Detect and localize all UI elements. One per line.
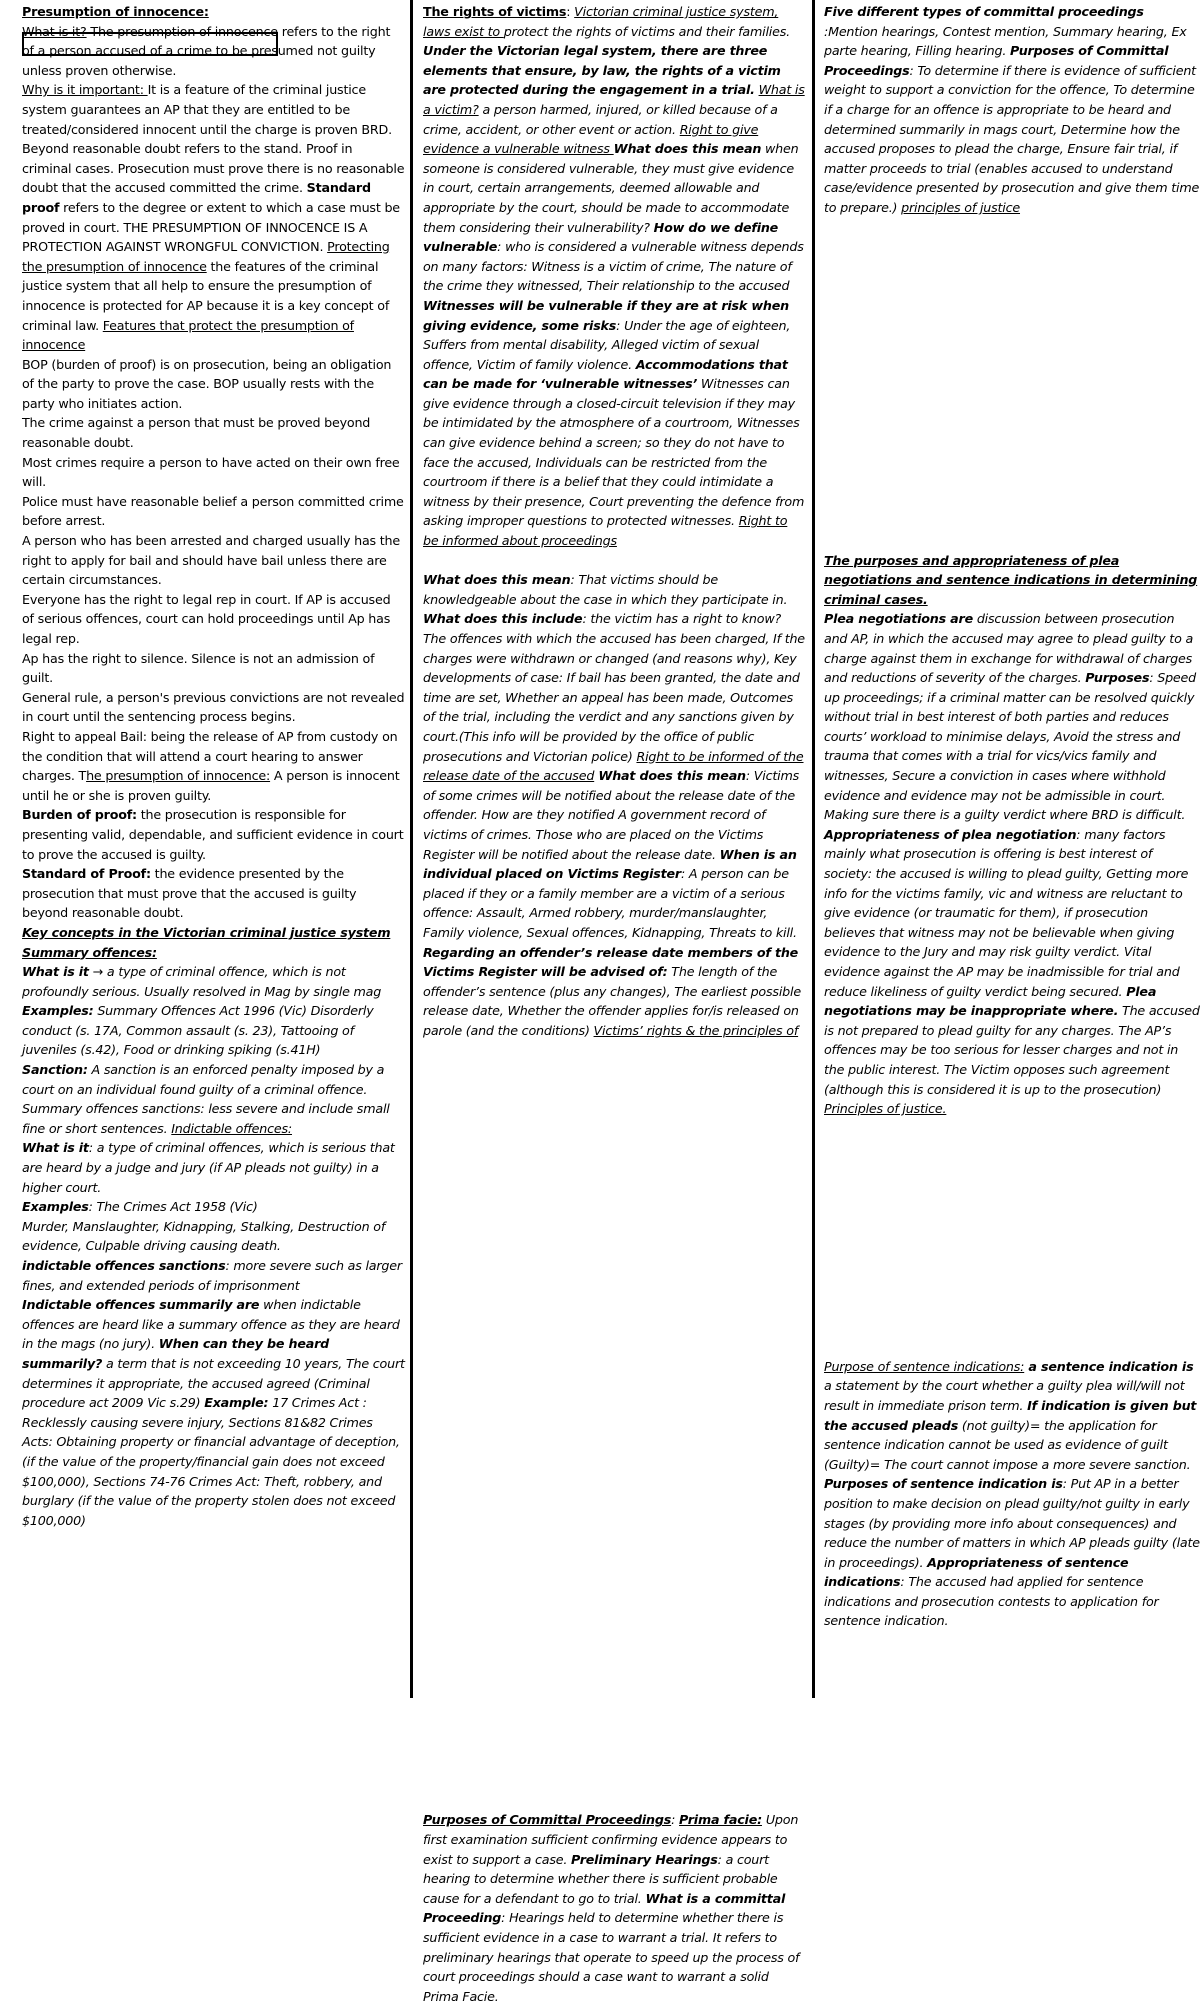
label-plea-negotiations: Plea negotiations are xyxy=(824,611,973,627)
heading-features: Features that protect the presumption of innocence xyxy=(22,317,354,353)
label-purposes-sentence: Purposes of sentence indication is xyxy=(824,1476,1063,1492)
text-witness-risk: : Under the age of eighteen, Suffers from mental disability, Alleged victim of sexual offence, Victim of family violence. xyxy=(423,317,791,372)
colon: : xyxy=(671,1812,680,1828)
text-summary-def: → a type of criminal offence, which is not profoundly serious. Usually resolved in Mag by single mag xyxy=(22,964,382,999)
column-presumption-of-innocence xyxy=(22,2,405,1696)
label-sanction: Sanction: xyxy=(22,1062,88,1078)
label-burden: Burden of proof: xyxy=(22,807,137,823)
text-protecting: the features of the criminal justice system that all help to ensure the presumption of innocence is protected for AP because it is a key concept of criminal law. xyxy=(22,258,390,333)
label-placed-register: When is an individual placed on Victims Register xyxy=(423,846,797,882)
heading-right-vulnerable: Right to give evidence a vulnerable witness xyxy=(423,121,759,157)
label-sop: Standard of Proof: xyxy=(22,866,151,882)
label-what-does-this-mean-3: What does this mean xyxy=(594,768,746,784)
heading-purposes-committal: Purposes of Committal Proceedings xyxy=(423,1812,672,1828)
heading-release-date: Right to be informed of the release date of the accused xyxy=(423,748,804,784)
list-item: Police must have reasonable belief a person committed crime before arrest. xyxy=(22,493,404,529)
label-what-is-it-summary: What is it xyxy=(22,964,89,980)
list-item: General rule, a person's previous convictions are not revealed in court until the sentencing process begins. xyxy=(22,689,405,725)
list-item: A person who has been arrested and charged usually has the right to apply for bail and should have bail unless there are certain circumstances. xyxy=(22,533,401,588)
label-example: Example: xyxy=(204,1395,269,1411)
text-indictable-def: : a type of criminal offences, which is serious that are heard by a judge and jury (if AP pleads not guilty) in a higher court. xyxy=(22,1140,395,1195)
label-witness-risk: Witnesses will be vulnerable if they are at risk when giving evidence, some risks xyxy=(423,297,789,333)
text-plea-negotiations: discussion between prosecution and AP, in which the accused may agree to plead guilty to a charge against them in exchange for withdrawal of charges and reductions of severity of the charges. xyxy=(824,611,1194,686)
label-examples-indictable: Examples xyxy=(22,1199,89,1215)
label-define-vulnerable: How do we define vulnerable xyxy=(423,219,779,255)
column-committal-and-plea xyxy=(824,2,1200,1696)
label-inappropriate: Plea negotiations may be inappropriate where. xyxy=(824,983,1157,1019)
text-preliminary-hearings: : a court hearing to determine whether there is sufficient probable cause for a defendant to go to trial. xyxy=(423,1851,778,1906)
heading-what-is-it: What is it? xyxy=(22,23,87,39)
text-meaning: when someone is considered vulnerable, they must give evidence in court, certain arrangements, deemed allowable and appropriate by the court, should be made to accommodate them considering their vulnerability? xyxy=(423,141,799,235)
text-appropriateness-sentence: : The accused had applied for sentence indications and prosecution contests to application for sentence indication. xyxy=(824,1574,1159,1629)
label-appropriateness-sentence: Appropriateness of sentence indications xyxy=(824,1554,1129,1590)
column-divider-right xyxy=(812,0,815,1698)
text-define-vulnerable: : who is considered a vulnerable witness depends on many factors: Witness is a victim of crime, The nature of the crime they witnessed, Their relationship to the accused xyxy=(423,239,804,294)
text-when-heard: a term that is not exceeding 10 years, The court determines it appropriate, the accused agreed (Criminal procedure act 2009 Vic s.29) xyxy=(22,1355,405,1411)
label-prima-facie: Prima facie: xyxy=(679,1812,762,1828)
text-include: : the victim has a right to know? The offences with which the accused has been charged, If the charges were withdrawn or changed (and reasons why), Key developments of case: If bail has been granted, the date and time are set, Whether an appeal has been made, Outcomes of the trial, including the verdict and any sanctions given by court.(This info will be provided by the office of public prosecutions and Victorian police) xyxy=(423,611,805,764)
text-indictable-summarily: when indictable offences are heard like a summary offence as they are heard in the mags (no jury). xyxy=(22,1297,400,1352)
label-accommodations: Accommodations that can be made for ‘vulnerable witnesses’ xyxy=(423,356,788,392)
column-divider-left xyxy=(410,0,413,1698)
label-indictable-summarily: Indictable offences summarily are xyxy=(22,1297,260,1313)
text-standard-proof: refers to the degree or extent to which a case must be proved in court. THE PRESUMPTION OF INNOCENCE IS A PROTECTION AGAINST WRONGFUL CONVICTION. xyxy=(22,199,400,255)
label-when-heard: When can they be heard summarily? xyxy=(22,1336,330,1371)
label-five-types: Five different types of committal proceedings xyxy=(824,4,1144,19)
text-rights: protect the rights of victims and their families. xyxy=(503,23,790,39)
heading-what-is-victim: What is a victim? xyxy=(423,82,805,117)
text-victim: a person harmed, injured, or killed because of a crime, accident, or other event or action. xyxy=(423,101,778,137)
label-indictable-sanctions: indictable offences sanctions xyxy=(22,1258,226,1273)
label-purposes-committal: Purposes of Committal Proceedings xyxy=(824,43,1169,78)
label-what-does-this-mean: What does this mean xyxy=(613,141,762,157)
list-item: The crime against a person that must be proved beyond reasonable doubt. xyxy=(22,415,371,451)
text-five-types: :Mention hearings, Contest mention, Summary hearing, Ex parte hearing, Filling hearing. xyxy=(824,23,1187,59)
text-three-elements: Under the Victorian legal system, there are three elements that ensure, by law, the rights of a victim are protected during the engagement in a trial. xyxy=(423,43,781,98)
label-standard-proof: Standard proof xyxy=(22,180,371,215)
text-indictable-sanctions: : more severe such as larger fines, and extended periods of imprisonment xyxy=(22,1258,402,1293)
column-rights-of-victims xyxy=(423,2,806,2004)
text-prima-facie: Upon first examination sufficient confirming evidence appears to exist to support a case. xyxy=(423,1812,799,1867)
text-indictable-list: Murder, Manslaughter, Kidnapping, Stalking, Destruction of evidence, Culpable driving causing death. xyxy=(22,1218,386,1254)
text-if-indication: (not guilty)= the application for sentence indication cannot be used as evidence of guilt (Guilty)= The court cannot impose a more severe sanction. xyxy=(824,1417,1191,1472)
heading-plea-negotiations: The purposes and appropriateness of plea negotiations and sentence indications in determining criminal cases. xyxy=(824,552,1198,607)
text-examples-summary: Summary Offences Act 1996 (Vic) Disorderly conduct (s. 17A, Common assault (s. 23), Tattooing of juveniles (s.42), Food or drinking spiking (s.41H) xyxy=(22,1003,374,1058)
colon: : xyxy=(566,4,575,19)
label-purposes: Purposes xyxy=(1085,670,1150,686)
text-appeal: Right to appeal Bail: being the release of AP from custody on the condition that will attend a court hearing to answer charges. T xyxy=(22,728,398,784)
text-example-sections: 17 Crimes Act : Recklessly causing severe injury, Sections 81&82 Crimes Acts: Obtaining property or financial advantage of deception, (if the value of the property/financial gain does not exceed $100,000), Sections 74-76 Crimes Act: Theft, robbery, and burglary (if the value of the property stolen does not exceed $100,000) xyxy=(22,1395,400,1528)
label-committal-proceeding: What is a committal Proceeding xyxy=(423,1890,786,1926)
label-regarding-release: Regarding an offender’s release date members of the Victims Register will be advised of: xyxy=(423,944,799,980)
label-what-does-this-include: What does this include xyxy=(423,611,583,627)
heading-rights-of-victims: The rights of victims xyxy=(423,4,567,19)
text-inappropriate: The accused is not prepared to plead guilty for any charges. The AP’s offences may be too serious for lesser charges and not in the public interest. The Victim opposes such agreement (although this is considered it is up to the prosecution) xyxy=(824,1003,1200,1097)
annotation-box xyxy=(22,32,278,56)
text-appropriateness-plea: : many factors mainly what prosecution is offering is best interest of society: the accused is willing to plead guilty, Getting more info for the victims family, vic and witness are reluctant to give evidence (or traumatic for them), if prosecution believes that witness may not be believable when giving evidence to the Jury and may risk guilty verdict. Vital evidence against the AP may be inadmissible for trial and reduce likeliness of guilty verdict being secured. xyxy=(824,826,1189,999)
label-examples: Examples: xyxy=(22,1003,94,1019)
text-sanction: A sanction is an enforced penalty imposed by a court on an individual found guilty of a criminal offence. Summary offences sanctions: less severe and include small fine or short sentences. xyxy=(22,1062,390,1136)
label-what-is-it-indictable: What is it xyxy=(22,1140,89,1156)
label-what-does-this-mean-2: What does this mean xyxy=(423,572,571,588)
heading-principles-justice: principles of justice xyxy=(901,199,1021,215)
text-purposes: : Speed up proceedings; if a criminal matter can be resolved quickly without trial in best interest of both parties and reduces courts’ workload to minimise delays, Avoid the stress and trauma that comes with a trial for vics/vics family and witnesses, Secure a conviction in cases where withhold evidence and evidence may not be admissible in court. Making sure there is a guilty verdict where BRD is difficult. xyxy=(824,670,1196,823)
label-appropriateness-plea: Appropriateness of plea negotiation xyxy=(824,826,1077,842)
heading-summary-offences: Summary offences: xyxy=(22,944,157,960)
text-burden: the prosecution is responsible for presenting valid, dependable, and sufficient evidence in court to prove the accused is guilty. xyxy=(22,807,404,862)
label-preliminary-hearings: Preliminary Hearings xyxy=(571,1851,718,1867)
text-purposes-sentence: : Put AP in a better position to make decision on plead guilty/not guilty in early stages (by providing more info about consequences) and reduce the number of matters in which AP pleads guilty (late in proceedings). xyxy=(824,1476,1200,1570)
heading-principles-justice-2: Principles of justice. xyxy=(824,1101,947,1117)
heading-key-concepts: Key concepts in the Victorian criminal justice system xyxy=(22,924,391,940)
heading-victims-rights-principles: Victims’ rights & the principles of xyxy=(593,1022,799,1038)
text-what-is-it: The presumption of innocence refers to the right of a person accused of a crime to be presumed not guilty unless proven otherwise. xyxy=(22,23,391,78)
text-placed-register: : A person can be placed if they or a family member are a victim of a serious offence: Assault, Armed robbery, murder/manslaughter, Family violence, Sexual offences, Kidnapping, Threats to kill. xyxy=(423,866,797,940)
text-why-important: It is a feature of the criminal justice system guarantees an AP that they are entitled to be treated/considered innocent until the charge is proven BRD. Beyond reasonable doubt refers to the stand. Proof in criminal cases. Prosecution must prove there is no reasonable doubt that the accused committed the crime. xyxy=(22,82,405,196)
text-meaning-3: : Victims of some crimes will be notified about the release date of the offender. How are they notified A government record of victims of crimes. Those who are placed on the Victims Register will be notified about the release date. xyxy=(423,768,800,862)
heading-presumption: Presumption of innocence: xyxy=(22,4,209,19)
heading-protecting: Protecting the presumption of innocence xyxy=(22,239,390,274)
list-item: BOP (burden of proof) is on prosecution, being an obligation of the party to prove the case. BOP usually rests with the party who initiates action. xyxy=(22,356,392,411)
text-meaning-2: : That victims should be knowledgeable about the case in which they participate in. xyxy=(423,572,788,607)
text-purposes-committal: : To determine if there is evidence of sufficient weight to support a conviction for the offence, To determine if a charge for an offence is appropriate to be heard and determined summarily in mags court, Determine how the accused proposes to plead the charge, Ensure fair trial, if matter proceeds to trial (enables accused to understand case/evidence presented by prosecution and give them time to prepare.) xyxy=(824,62,1200,215)
text-committal-proceeding: : Hearings held to determine whether there is sufficient evidence in a case to warrant a trial. It refers to preliminary hearings that operate to speed up the process of court proceedings should a case want to warrant a solid Prima Facie. xyxy=(423,1910,800,2004)
heading-indictable: Indictable offences: xyxy=(171,1120,292,1136)
label-sentence-indication-is: a sentence indication is xyxy=(1024,1358,1194,1374)
heading-right-informed: Right to be informed about proceedings xyxy=(423,513,788,549)
text-crimes-act: : The Crimes Act 1958 (Vic) xyxy=(88,1199,258,1215)
heading-why-important: Why is it important: xyxy=(22,82,148,98)
heading-presumption-inline: he presumption of innocence: xyxy=(86,768,271,784)
heading-sentence-indications: Purpose of sentence indications: xyxy=(824,1358,1025,1374)
text-presumption-inline: A person is innocent until he or she is proven guilty. xyxy=(22,768,400,803)
text-sentence-indication: a statement by the court whether a guilty plea will/will not result in immediate prison term. xyxy=(824,1378,1185,1413)
text-accommodations: Witnesses can give evidence through a closed-circuit television if they may be intimidated by the atmosphere of a courtroom, Witnesses can give evidence behind a screen; so they do not have to face the accused, Individuals can be restricted from the courtroom if there is a belief that they could intimidate a witness by their presence, Court preventing the defence from asking improper questions to protected witnesses. xyxy=(423,376,805,529)
text-rights-underlined: Victorian criminal justice system, laws exist to xyxy=(423,4,779,39)
label-if-indication: If indication is given but the accused pleads xyxy=(824,1397,1197,1433)
list-item: Everyone has the right to legal rep in court. If AP is accused of serious offences, court can hold proceedings until Ap has legal rep. xyxy=(22,591,391,646)
text-sop: the evidence presented by the prosecution that must prove that the accused is guilty beyond reasonable doubt. xyxy=(22,866,357,921)
text-regarding-release: The length of the offender’s sentence (plus any changes), The earliest possible release date, Whether the offender applies for/is released on parole (and the conditions) xyxy=(423,964,801,1038)
list-item: Ap has the right to silence. Silence is not an admission of guilt. xyxy=(22,650,375,686)
list-item: Most crimes require a person to have acted on their own free will. xyxy=(22,454,400,490)
